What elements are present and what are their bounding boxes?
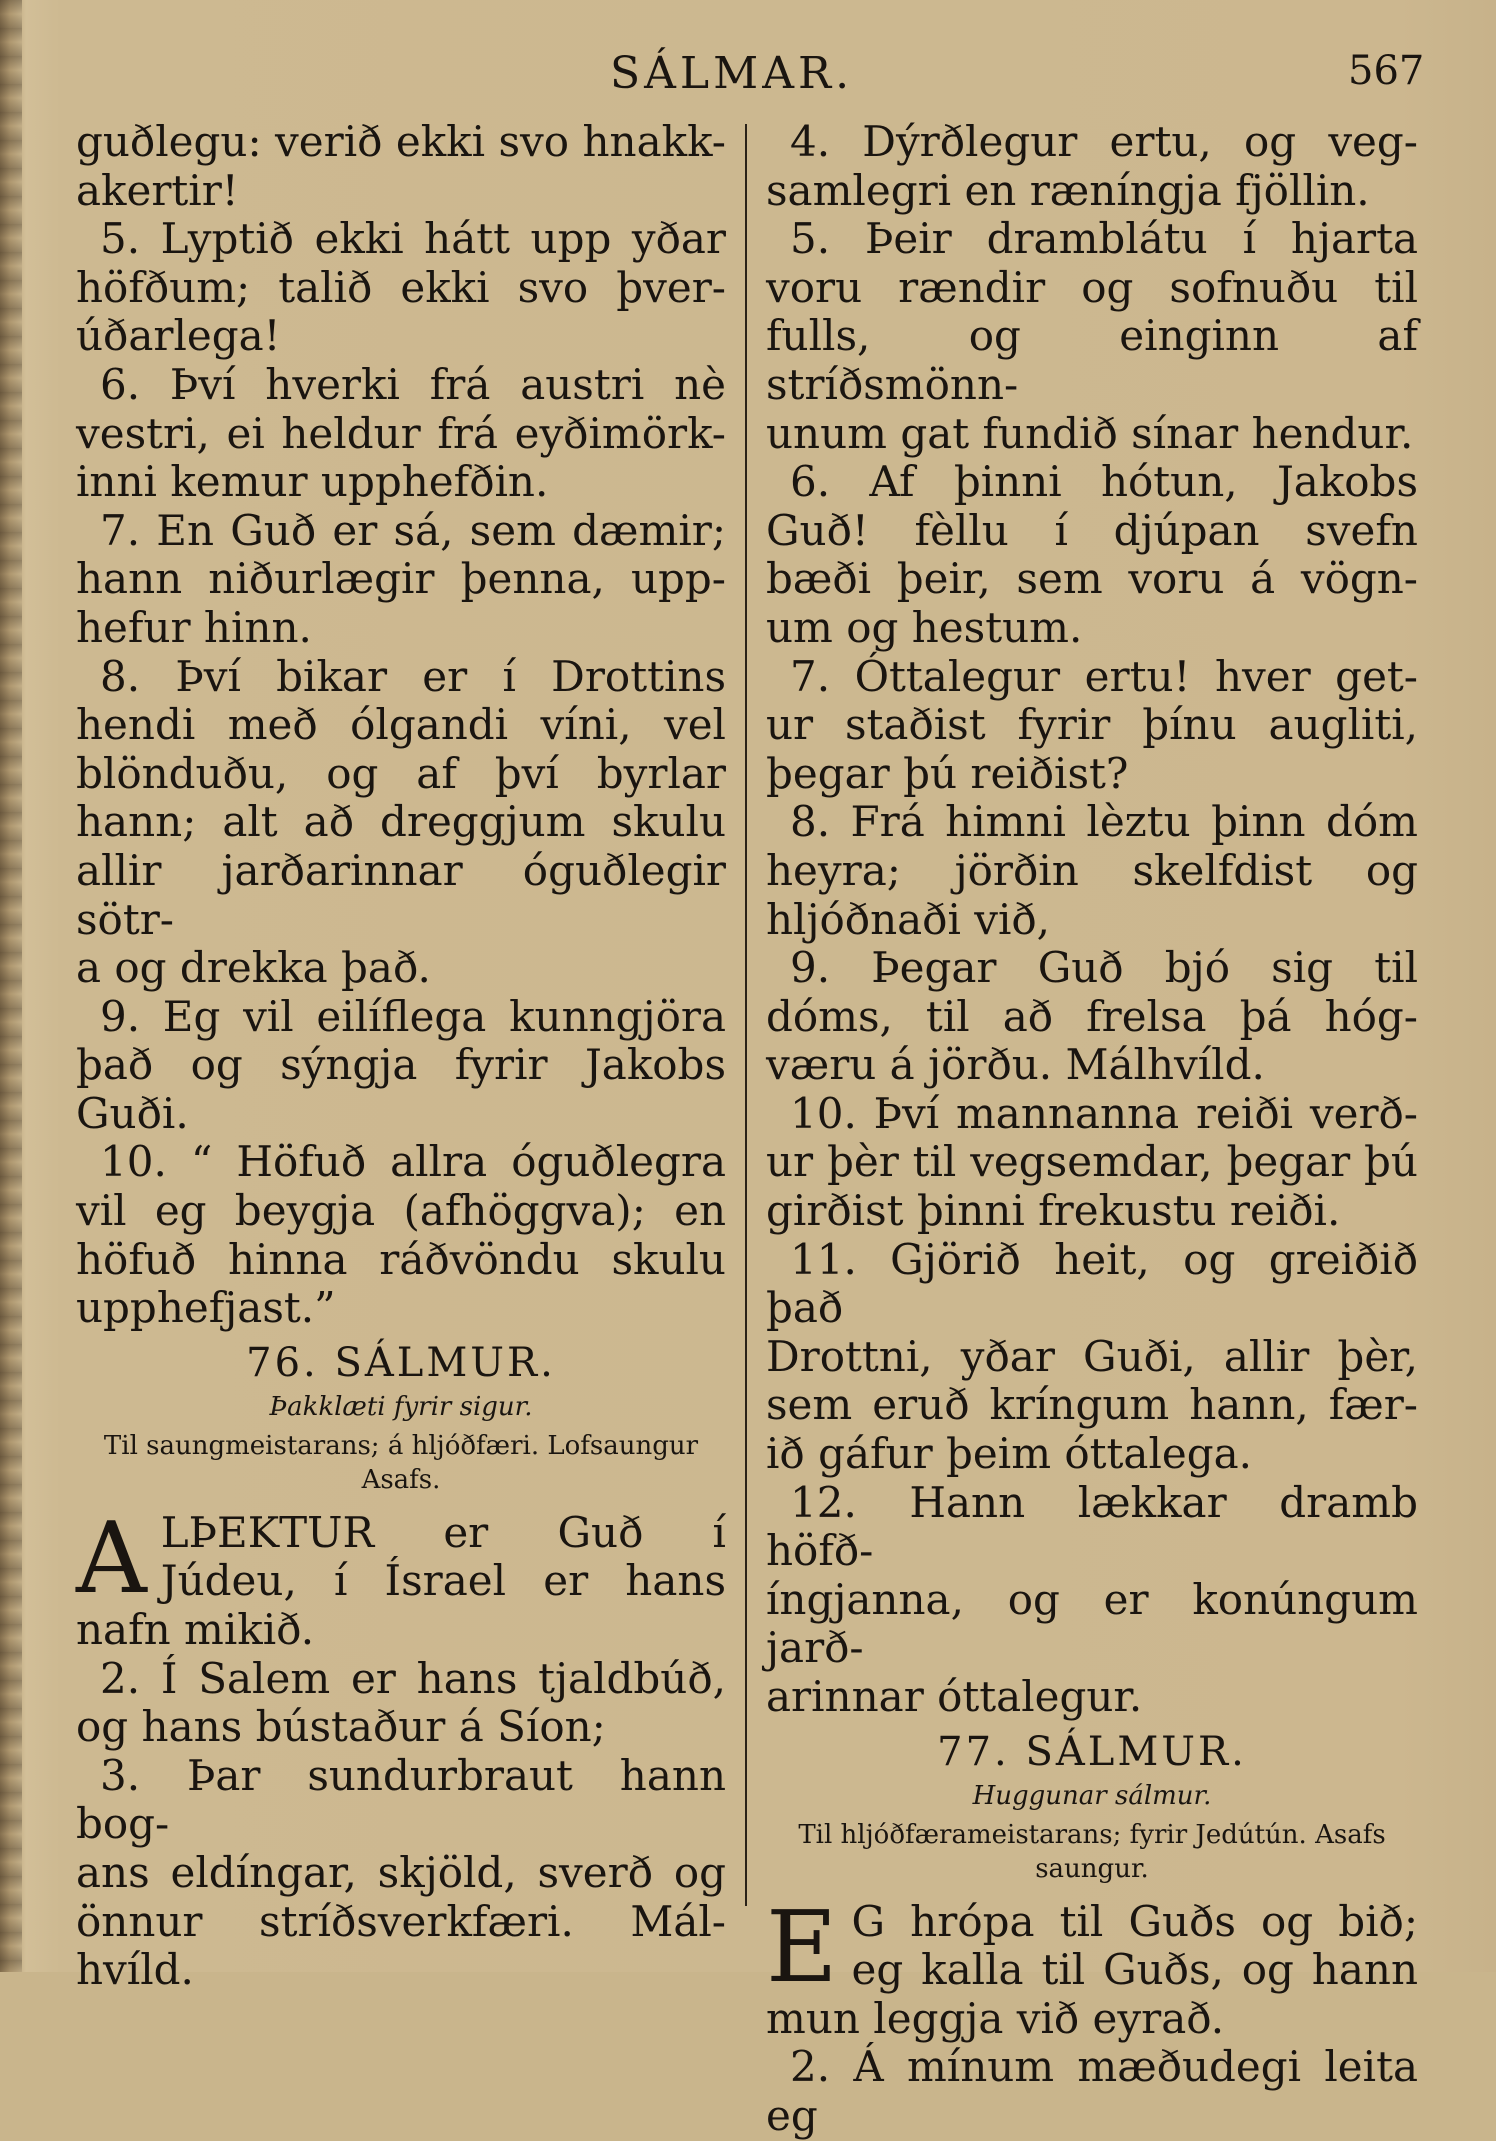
text-line: 9. Eg vil eilíflega kunngjöra (100, 991, 726, 1041)
text-line: 9. Þegar Guð bjó sig til (790, 943, 1418, 993)
text-line: upphefjast.” (76, 1283, 336, 1333)
text-line: 4. Dýrðlegur ertu, og veg- (790, 117, 1418, 166)
psalm-subtitle-77: Huggunar sálmur. (972, 1780, 1212, 1811)
text-line: nafn mikið. (76, 1605, 315, 1655)
text-line: fulls, og einginn af stríðsmönn- (766, 311, 1418, 409)
text-line: 3. Þar sundurbraut hann bog- (76, 1750, 726, 1849)
text-line: íngjanna, og er konúngum jarð- (766, 1574, 1418, 1673)
text-line: um og hestum. (766, 602, 1083, 652)
text-line: ur staðist fyrir þínu augliti, (766, 700, 1418, 750)
text-line: 7. En Guð er sá, sem dæmir; (100, 505, 726, 555)
text-line: hendi með ólgandi víni, vel (76, 700, 726, 750)
text-line: samlegri en ræníngja fjöllin. (766, 165, 1370, 215)
text-line: 7. Óttalegur ertu! hver get- (790, 651, 1418, 701)
text-line: heyra; jörðin skelfdist og (766, 845, 1418, 895)
binding-gutter (0, 0, 22, 1972)
text-line: 10. Því mannanna reiði verð- (790, 1088, 1418, 1138)
text-line: eg kalla til Guðs, og hann (851, 1945, 1418, 1995)
text-line: G hrópa til Guðs og bið; (851, 1896, 1418, 1946)
text-line: dóms, til að frelsa þá hóg- (766, 991, 1418, 1041)
psalm-heading-77: 77. SÁLMUR. (937, 1728, 1247, 1775)
text-line: Júdeu, í Ísrael er hans (160, 1556, 726, 1606)
left-verses-after (76, 1501, 726, 1995)
psalm-intro-77: Til hljóðfærameistarans; fyrir Jedútún. Asafs saungur. (798, 1819, 1386, 1884)
text-line: unum gat fundið sínar hendur. (766, 408, 1414, 458)
column-divider (745, 124, 747, 1906)
text-line: það og sýngja fyrir Jakobs (76, 1040, 726, 1090)
text-line: ið gáfur þeim óttalega. (766, 1429, 1253, 1479)
page-number: 567 (1348, 48, 1425, 94)
text-line: inni kemur upphefðin. (76, 457, 549, 507)
text-line: önnur stríðsverkfæri. Mál- (76, 1896, 726, 1946)
text-line: bæði þeir, sem voru á vögn- (766, 554, 1418, 604)
text-line: 2. Í Salem er hans tjaldbúð, (100, 1653, 726, 1703)
psalm-76-opening (76, 1501, 726, 1995)
text-line: 10. “ Höfuð allra óguðlegra (100, 1137, 726, 1187)
psalm-subtitle-76: Þakklæti fyrir sigur. (269, 1391, 533, 1422)
text-line: 8. Frá himni lèztu þinn dóm (790, 797, 1418, 847)
psalm-intro-76: Til saungmeistarans; á hljóðfæri. Lofsaungur Asafs. (103, 1430, 699, 1495)
text-line: 2. Á mínum mæðudegi leita eg (766, 2042, 1418, 2140)
psalm-heading-76: 76. SÁLMUR. (246, 1339, 556, 1386)
text-line: blönduðu, og af því byrlar (76, 748, 726, 798)
text-line: höfðum; talið ekki svo þver- (76, 262, 726, 312)
right-verses-after (766, 1890, 1418, 2141)
running-head-title: SÁLMAR. (610, 48, 854, 99)
text-line: 5. Þeir dramblátu í hjarta (790, 214, 1418, 264)
text-line: 11. Gjörið heit, og greiðið það (766, 1234, 1418, 1333)
psalm-77-opening (766, 1890, 1418, 2141)
text-line: sem eruð kríngum hann, fær- (766, 1380, 1418, 1430)
text-line: girðist þinni frekustu reiði. (766, 1186, 1341, 1236)
drop-cap-letter: A (76, 1501, 147, 1616)
text-line: Guð! fèllu í djúpan svefn (766, 505, 1418, 555)
text-line: þegar þú reiðist? (766, 748, 1129, 798)
text-line: mun leggja við eyrað. (766, 1993, 1225, 2043)
text-line: hefur hinn. (76, 602, 312, 652)
text-line: guðlegu: verið ekki svo hnakk- (76, 117, 726, 166)
text-line: allir jarðarinnar óguðlegir sötr- (76, 845, 726, 944)
text-line: arinnar óttalegur. (766, 1672, 1143, 1721)
text-line: ans eldíngar, skjöld, sverð og (76, 1848, 726, 1897)
running-head (0, 48, 1496, 108)
text-line: og hans bústaður á Síon; (76, 1702, 606, 1752)
text-line: væru á jörðu. Málhvíld. (766, 1040, 1265, 1090)
text-line: 8. Því bikar er í Drottins (100, 651, 726, 701)
left-verses-before (76, 118, 726, 1333)
text-line: vil eg beygja (afhöggva); en (76, 1186, 726, 1236)
text-line: 6. Því hverki frá austri nè (100, 359, 726, 409)
text-line: hann; alt að dreggjum skulu (76, 797, 726, 847)
text-line: höfuð hinna ráðvöndu skulu (76, 1234, 726, 1284)
text-line: akertir! (76, 165, 239, 215)
right-column (766, 118, 1418, 2141)
text-line: Guði. (76, 1088, 189, 1138)
left-column (76, 118, 726, 1995)
text-line: úðarlega! (76, 311, 281, 361)
text-line: 5. Lyptið ekki hátt upp yðar (100, 214, 726, 264)
text-line: 6. Af þinni hótun, Jakobs (790, 457, 1418, 507)
text-line: 12. Hann lækkar dramb höfð- (766, 1477, 1418, 1576)
text-line: Drottni, yðar Guði, allir þèr, (766, 1331, 1418, 1381)
right-verses-before (766, 118, 1418, 1722)
text-line: vestri, ei heldur frá eyðimörk- (76, 408, 726, 458)
drop-cap-letter: E (766, 1890, 838, 2005)
text-line: hann niðurlægir þenna, upp- (76, 554, 726, 604)
text-line: voru rændir og sofnuðu til (766, 262, 1418, 312)
text-line: hljóðnaði við, (766, 894, 1051, 944)
text-line: ur þèr til vegsemdar, þegar þú (766, 1137, 1418, 1187)
text-line: hvíld. (76, 1945, 194, 1995)
text-line: a og drekka það. (76, 943, 431, 993)
text-line: LÞEKTUR er Guð í (160, 1507, 726, 1557)
